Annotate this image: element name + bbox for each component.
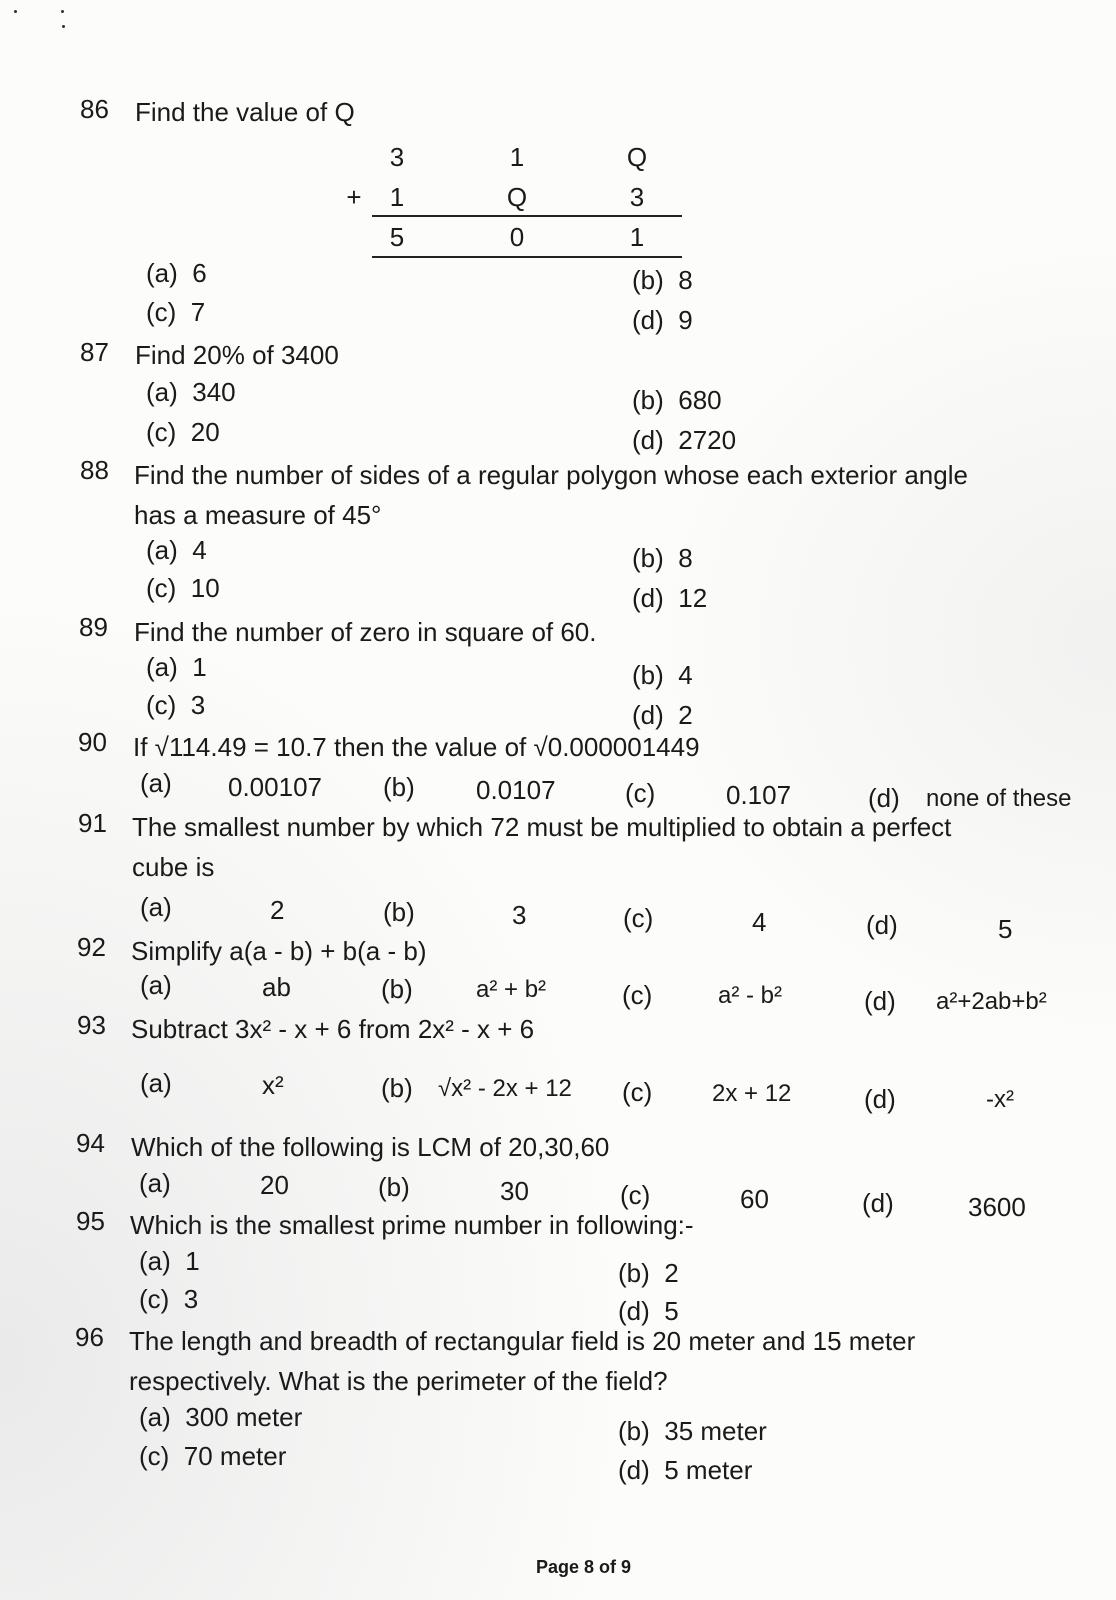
option-d[interactable]: (d) 5 meter — [618, 1455, 753, 1485]
option-a-value[interactable]: 0.00107 — [228, 772, 322, 802]
question-text: Subtract 3x² - x + 6 from 2x² - x + 6 — [131, 1014, 535, 1044]
option-d-label[interactable]: (d) — [864, 986, 896, 1016]
option-c-value[interactable]: a² - b² — [718, 982, 783, 1009]
question-number: 94 — [76, 1128, 105, 1158]
option-b[interactable]: (b) 680 — [632, 385, 722, 415]
option-c[interactable]: (c) 10 — [146, 573, 220, 603]
question-number: 87 — [80, 337, 109, 367]
option-c-label[interactable]: (c) — [625, 778, 656, 808]
question-text: Find 20% of 3400 — [135, 340, 339, 370]
addend2-ones: 3 — [629, 182, 645, 212]
option-b[interactable]: (b) 8 — [632, 543, 693, 573]
question-text: If √114.49 = 10.7 then the value of √0.000001449 — [133, 732, 700, 762]
option-a-value[interactable]: ab — [262, 972, 291, 1002]
question-number: 95 — [76, 1206, 105, 1236]
scan-speck — [62, 25, 65, 28]
option-b-value[interactable]: 3 — [512, 900, 527, 930]
question-text: Which is the smallest prime number in following:- — [130, 1210, 694, 1240]
option-b-label[interactable]: (b) — [383, 897, 415, 927]
option-d-value[interactable]: none of these — [926, 785, 1072, 812]
question-text: Which of the following is LCM of 20,30,60 — [131, 1132, 610, 1162]
option-a[interactable]: (a) 300 meter — [139, 1402, 303, 1432]
option-a-value[interactable]: 2 — [270, 895, 285, 925]
addend2-tens: Q — [506, 182, 528, 212]
option-c-label[interactable]: (c) — [620, 1180, 651, 1210]
option-b-value[interactable]: √x² - 2x + 12 — [438, 1075, 572, 1102]
option-b[interactable]: (b) 2 — [618, 1258, 679, 1288]
option-d[interactable]: (d) 2 — [632, 700, 693, 730]
option-b-label[interactable]: (b) — [381, 974, 413, 1004]
addend1-ones: Q — [626, 142, 648, 172]
question-number: 90 — [78, 727, 107, 757]
question-text-line1: The length and breadth of rectangular field is 20 meter and 15 meter — [129, 1326, 916, 1356]
option-c-label[interactable]: (c) — [622, 1077, 653, 1107]
sum-line-bottom — [372, 256, 682, 258]
question-number: 88 — [80, 455, 109, 485]
option-d[interactable]: (d) 12 — [632, 583, 708, 613]
question-text-line1: The smallest number by which 72 must be multiplied to obtain a perfect — [132, 812, 952, 842]
option-d-label[interactable]: (d) — [868, 783, 900, 813]
option-c-value[interactable]: 60 — [740, 1184, 769, 1214]
option-b[interactable]: (b) 4 — [632, 660, 693, 690]
option-b-label[interactable]: (b) — [378, 1172, 410, 1202]
option-a-label[interactable]: (a) — [140, 768, 172, 798]
option-b[interactable]: (b) 8 — [632, 265, 693, 295]
option-a-value[interactable]: 20 — [260, 1170, 289, 1200]
question-number: 96 — [75, 1322, 104, 1352]
scan-speck — [61, 10, 64, 13]
question-text-line2: respectively. What is the perimeter of the field? — [129, 1366, 668, 1396]
option-a[interactable]: (a) 4 — [146, 535, 207, 565]
option-c-value[interactable]: 2x + 12 — [712, 1080, 792, 1107]
question-number: 86 — [80, 94, 109, 124]
option-d[interactable]: (d) 5 — [618, 1296, 679, 1326]
result-hundreds: 5 — [389, 222, 405, 252]
option-b-label[interactable]: (b) — [381, 1073, 413, 1103]
option-a[interactable]: (a) 1 — [146, 652, 207, 682]
question-number: 93 — [77, 1010, 106, 1040]
plus-sign: + — [346, 182, 362, 212]
option-c[interactable]: (c) 20 — [146, 417, 220, 447]
option-b-value[interactable]: 0.0107 — [476, 775, 556, 805]
option-b[interactable]: (b) 35 meter — [618, 1416, 767, 1446]
result-tens: 0 — [509, 222, 525, 252]
scan-speck — [14, 10, 17, 13]
option-b-value[interactable]: a² + b² — [476, 976, 547, 1003]
addend1-tens: 1 — [509, 142, 525, 172]
option-c-label[interactable]: (c) — [623, 903, 654, 933]
option-d-value[interactable]: a²+2ab+b² — [936, 988, 1047, 1015]
option-d-label[interactable]: (d) — [862, 1188, 894, 1218]
option-a-label[interactable]: (a) — [140, 970, 172, 1000]
option-c-value[interactable]: 4 — [752, 907, 767, 937]
sum-line-top — [372, 215, 682, 217]
option-b-value[interactable]: 30 — [500, 1176, 529, 1206]
question-text: Simplify a(a - b) + b(a - b) — [131, 936, 427, 966]
option-d-value[interactable]: 5 — [998, 914, 1013, 944]
option-d[interactable]: (d) 2720 — [632, 425, 737, 455]
question-text-line2: cube is — [132, 852, 215, 882]
option-a-label[interactable]: (a) — [139, 1168, 171, 1198]
option-d-value[interactable]: -x² — [986, 1086, 1014, 1113]
addend1-hundreds: 3 — [389, 142, 405, 172]
option-a[interactable]: (a) 340 — [146, 377, 236, 407]
option-a-label[interactable]: (a) — [140, 892, 172, 922]
option-c[interactable]: (c) 3 — [146, 690, 206, 720]
option-c[interactable]: (c) 3 — [139, 1284, 199, 1314]
option-a[interactable]: (a) 1 — [139, 1246, 200, 1276]
question-number: 89 — [79, 612, 108, 642]
question-text: Find the value of Q — [135, 97, 355, 127]
option-d-value[interactable]: 3600 — [968, 1192, 1026, 1222]
question-text-line1: Find the number of sides of a regular polygon whose each exterior angle — [134, 460, 968, 490]
option-a-value[interactable]: x² — [262, 1070, 284, 1100]
option-b-label[interactable]: (b) — [383, 772, 415, 802]
addend2-hundreds: 1 — [389, 182, 405, 212]
option-a[interactable]: (a) 6 — [146, 258, 207, 288]
option-c-value[interactable]: 0.107 — [726, 780, 792, 810]
option-c[interactable]: (c) 70 meter — [139, 1441, 287, 1471]
option-c-label[interactable]: (c) — [622, 980, 653, 1010]
option-a-label[interactable]: (a) — [140, 1068, 172, 1098]
option-d[interactable]: (d) 9 — [632, 305, 693, 335]
option-d-label[interactable]: (d) — [864, 1084, 896, 1114]
question-text-line2: has a measure of 45° — [134, 500, 382, 530]
question-text: Find the number of zero in square of 60. — [134, 617, 597, 647]
result-ones: 1 — [629, 222, 645, 252]
question-number: 92 — [77, 932, 106, 962]
option-c[interactable]: (c) 7 — [146, 297, 206, 327]
page-number: Page 8 of 9 — [536, 1557, 632, 1577]
option-d-label[interactable]: (d) — [866, 910, 898, 940]
question-number: 91 — [78, 808, 107, 838]
